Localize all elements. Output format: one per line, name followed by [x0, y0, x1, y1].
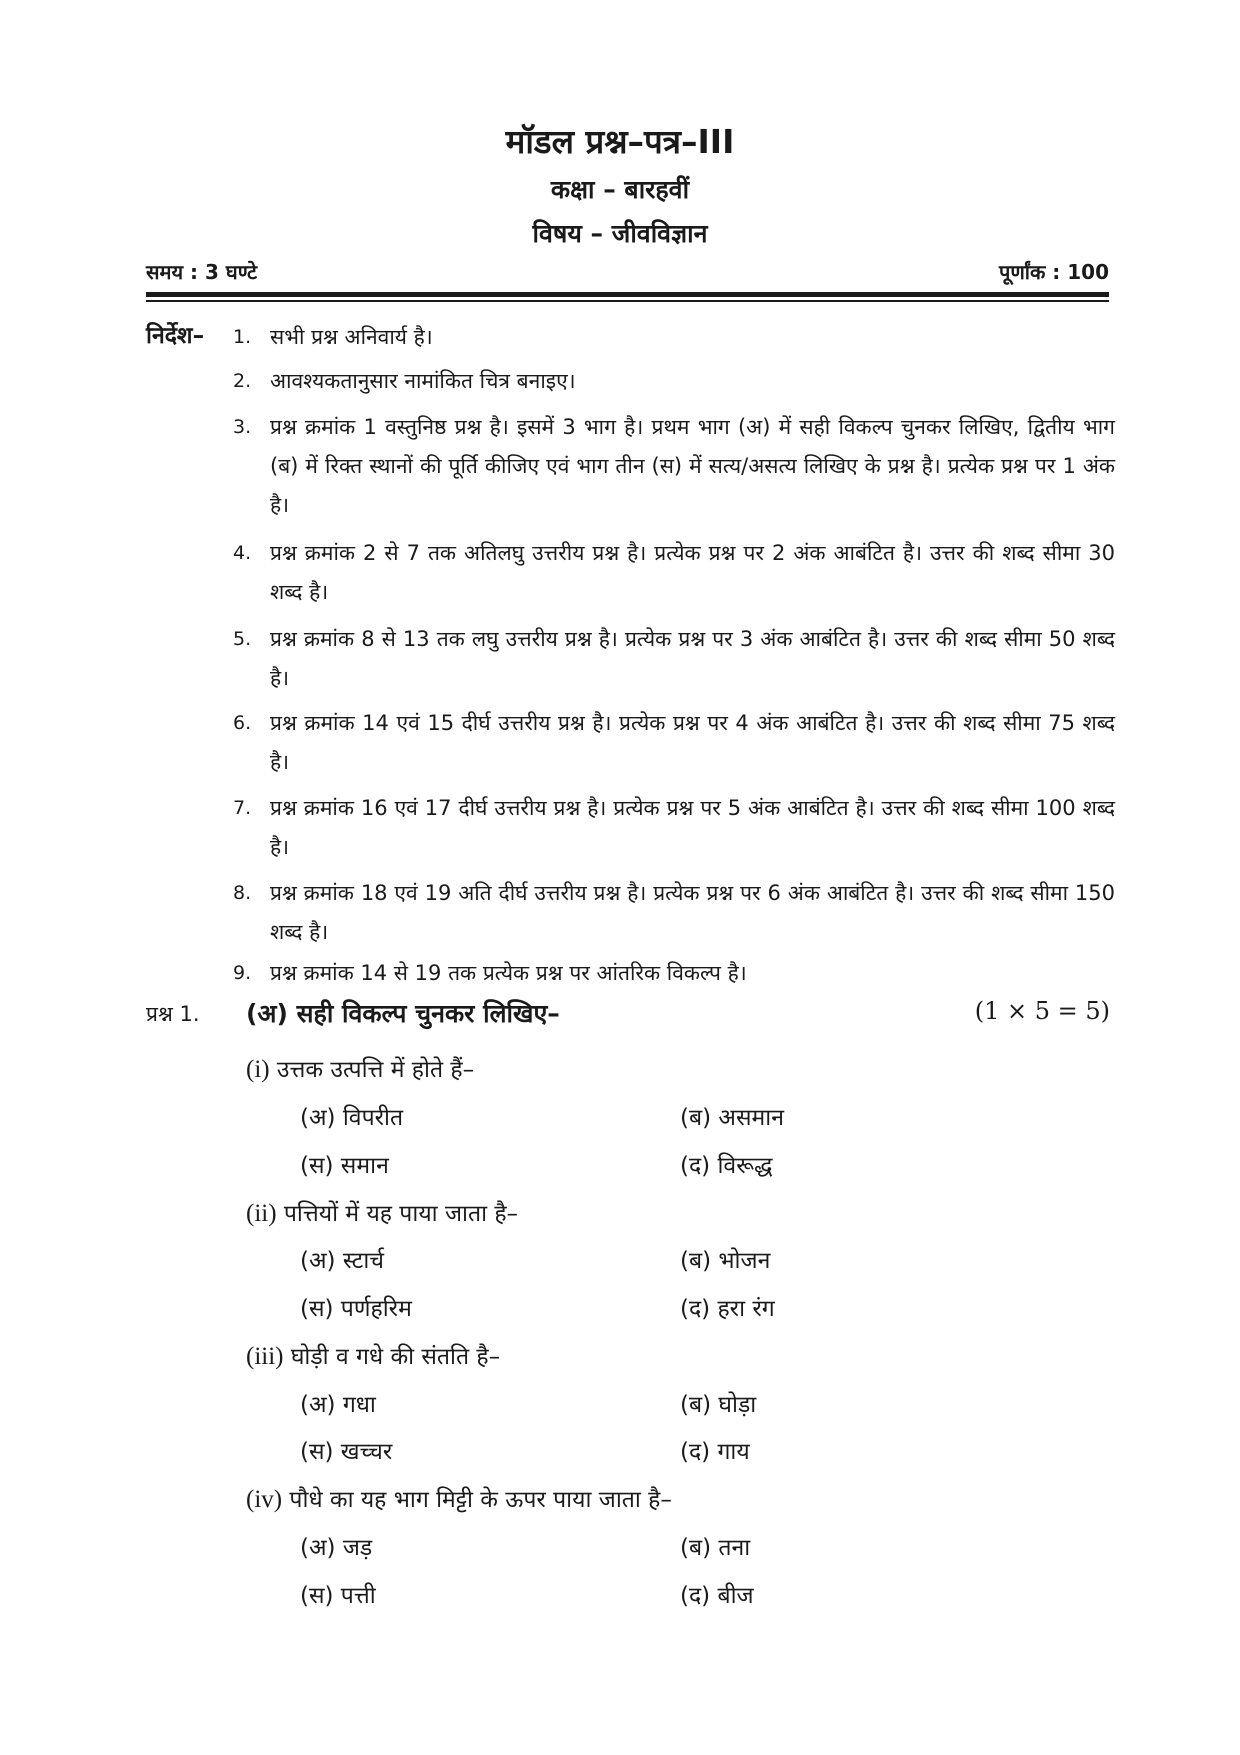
instruction-text: प्रश्न क्रमांक 14 से 19 तक प्रत्येक प्रश्न पर आंतरिक विकल्प है। — [270, 961, 747, 985]
option: (स) पत्ती — [300, 1583, 376, 1609]
instruction-text: प्रश्न क्रमांक 18 एवं 19 अति दीर्घ उत्तरीय प्रश्न है। प्रत्येक प्रश्न पर 6 अंक आबंटित है। उत्तर की शब्द सीमा 150 शब्द है। — [270, 881, 1115, 944]
instruction-number: 6. — [233, 712, 252, 734]
option: (स) समान — [300, 1153, 389, 1179]
option: (अ) स्टार्च — [300, 1248, 384, 1274]
subquestion-number: (iii) — [246, 1343, 284, 1370]
class-heading: कक्षा – बारहवीं — [550, 175, 690, 204]
option: (द) गाय — [680, 1439, 750, 1465]
time-allowed: समय : 3 घण्टे — [146, 260, 258, 284]
subquestion-text: उत्तक उत्पत्ति में होते हैं– — [276, 1057, 475, 1083]
instruction-text: प्रश्न क्रमांक 16 एवं 17 दीर्घ उत्तरीय प्रश्न है। प्रत्येक प्रश्न पर 5 अंक आबंटित है। उत्तर की शब्द सीमा 100 शब्द है। — [270, 796, 1115, 859]
subquestion — [246, 1052, 474, 1084]
total-marks: पूर्णांक : 100 — [998, 260, 1109, 284]
subquestion — [246, 1339, 500, 1371]
option: (द) बीज — [680, 1583, 754, 1609]
subquestion-number: (ii) — [246, 1200, 277, 1227]
instruction-text: आवश्यकतानुसार नामांकित चित्र बनाइए। — [270, 369, 576, 393]
option: (अ) गधा — [300, 1392, 376, 1418]
header-divider-thick — [146, 292, 1109, 297]
subquestion-number: (iv) — [246, 1486, 283, 1513]
instructions-label: निर्देश– — [146, 323, 205, 349]
option: (द) विरूद्ध — [680, 1153, 773, 1179]
question-label: प्रश्न 1. — [146, 1002, 200, 1026]
paper-title: मॉडल प्रश्न–पत्र–III — [505, 122, 735, 161]
subquestion — [246, 1196, 518, 1228]
instruction-number: 9. — [233, 962, 252, 984]
subquestion-text: पत्तियों में यह पाया जाता है– — [283, 1201, 519, 1227]
instruction-number: 8. — [233, 882, 252, 904]
option: (अ) विपरीत — [300, 1105, 404, 1131]
option: (द) हरा रंग — [680, 1296, 775, 1322]
instruction-text: प्रश्न क्रमांक 2 से 7 तक अतिलघु उत्तरीय प्रश्न है। प्रत्येक प्रश्न पर 2 अंक आबंटित है। उत्तर की शब्द सीमा 30 शब्द है। — [270, 541, 1115, 604]
option: (ब) तना — [680, 1535, 751, 1561]
option: (स) पर्णहरिम — [300, 1296, 412, 1322]
instruction-text: सभी प्रश्न अनिवार्य है। — [270, 325, 433, 349]
subject-heading: विषय – जीवविज्ञान — [532, 219, 708, 248]
subquestion-number: (i) — [246, 1056, 270, 1083]
subquestion — [246, 1482, 672, 1514]
instruction-text: प्रश्न क्रमांक 8 से 13 तक लघु उत्तरीय प्रश्न है। प्रत्येक प्रश्न पर 3 अंक आबंटित है। उत्तर की शब्द सीमा 50 शब्द है। — [270, 627, 1115, 690]
instruction-number: 1. — [233, 326, 252, 348]
instruction-number: 7. — [233, 797, 252, 819]
instruction-number: 3. — [233, 416, 252, 438]
instruction-text: प्रश्न क्रमांक 1 वस्तुनिष्ठ प्रश्न है। इसमें 3 भाग है। प्रथम भाग (अ) में सही विकल्प चुनकर लिखिए, द्वितीय भाग (ब) में रिक्त स्थानों की पूर्ति कीजिए एवं भाग तीन (स) में सत्य/असत्य लिखिए के प्रश्न है। प्रत्येक प्रश्न पर 1 अंक है। — [270, 415, 1115, 517]
instruction-number: 2. — [233, 370, 252, 392]
instruction-number: 4. — [233, 542, 252, 564]
question-part-heading: (अ) सही विकल्प चुनकर लिखिए– — [246, 999, 560, 1028]
option: (ब) असमान — [680, 1105, 784, 1131]
question-marks: (1 × 5 = 5) — [974, 997, 1110, 1025]
instruction-text: प्रश्न क्रमांक 14 एवं 15 दीर्घ उत्तरीय प्रश्न है। प्रत्येक प्रश्न पर 4 अंक आबंटित है। उत्तर की शब्द सीमा 75 शब्द है। — [270, 711, 1115, 774]
option: (स) खच्चर — [300, 1439, 393, 1465]
subquestion-text: घोड़ी व गधे की संतति है– — [290, 1344, 501, 1370]
subquestion-text: पौधे का यह भाग मिट्टी के ऊपर पाया जाता है– — [289, 1487, 672, 1513]
option: (ब) भोजन — [680, 1248, 771, 1274]
header-divider-thin — [146, 300, 1109, 302]
option: (ब) घोड़ा — [680, 1392, 757, 1418]
option: (अ) जड़ — [300, 1535, 373, 1561]
instruction-number: 5. — [233, 628, 252, 650]
